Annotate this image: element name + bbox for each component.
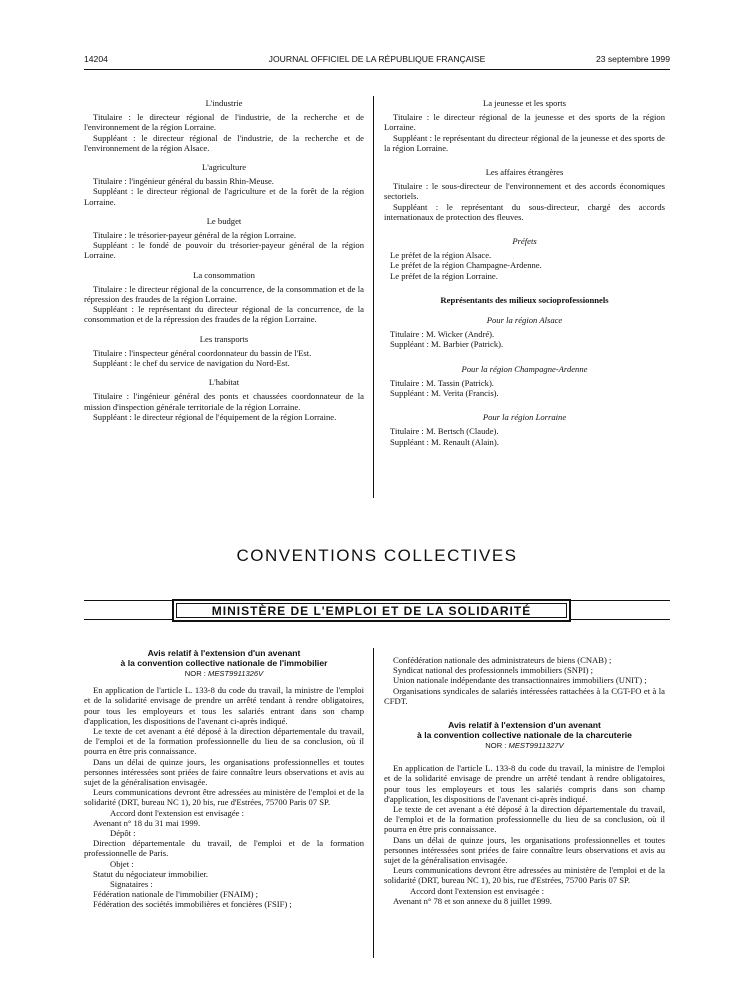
paragraph: Dans un délai de quinze jours, les organisations professionnelles et toutes personnes intéressées sont priées de faire connaître leurs observations et avis au sujet de la généralisation envisagée. xyxy=(84,756,364,788)
section-heading: Préfets xyxy=(512,236,537,247)
list-line: Suppléant : M. Renault (Alain). xyxy=(390,436,499,447)
paragraph: Titulaire : l'ingénieur général du bassin Rhin-Meuse. xyxy=(93,176,274,187)
paragraph: Suppléant : le représentant du directeur régional de la concurrence, de la consommation et de la répression des fraudes de la région Lorraine. xyxy=(84,304,364,325)
column-divider xyxy=(373,96,374,498)
paragraph: Leurs communications devront être adressées au ministère de l'emploi et de la solidarité (DRT, bureau NC 1), 20 bis, rue d'Estrées, 75700 Paris 07 SP. xyxy=(384,865,665,886)
list-line: Le préfet de la région Lorraine. xyxy=(390,270,498,281)
paragraph: Titulaire : le directeur régional de la jeunesse et des sports de la région Lorraine. xyxy=(384,112,665,133)
paragraph: Titulaire : l'ingénieur général des ponts et chaussées coordonnateur de la mission d'inspection générale territoriale de la région Lorraine. xyxy=(84,391,364,412)
paragraph: Le texte de cet avenant a été déposé à la direction départementale du travail, de l'emploi et de la formation professionnelle du lieu de sa conclusion, où il pourra en être pris connaissance. xyxy=(84,726,364,757)
paragraph: Suppléant : le chef du service de navigation du Nord-Est. xyxy=(93,358,290,369)
avis-title-line: à la convention collective nationale de l'immobilier xyxy=(120,658,328,668)
nor-reference xyxy=(84,669,364,679)
field-value: Statut du négociateur immobilier. xyxy=(93,868,209,879)
section-heading: La jeunesse et les sports xyxy=(482,98,567,108)
subsection-heading: Pour la région Alsace xyxy=(486,315,563,326)
paragraph: Suppléant : le directeur régional de l'équipement de la région Lorraine. xyxy=(93,411,337,422)
section-heading: Les transports xyxy=(199,333,249,344)
paragraph: Titulaire : l'inspecteur général coordonnateur du bassin de l'Est. xyxy=(93,347,312,358)
avis-title-line: à la convention collective nationale de la charcuterie xyxy=(417,730,632,741)
section-heading: L'agriculture xyxy=(201,162,247,173)
section-heading: Représentants des milieux socioprofessionnels xyxy=(440,294,609,305)
left-column-bottom xyxy=(84,648,364,910)
page-header xyxy=(84,54,670,68)
journal-title: JOURNAL OFFICIEL DE LA RÉPUBLIQUE FRANÇAISE xyxy=(268,54,486,64)
paragraph: Suppléant : le représentant du directeur régional de la jeunesse et des sports de la région Lorraine. xyxy=(384,132,665,153)
right-column-top xyxy=(384,98,665,447)
paragraph: Titulaire : le directeur régional de l'industrie, de la recherche et de l'environnement de la région Lorraine. xyxy=(84,112,364,133)
list-line: Suppléant : M. Verita (Francis). xyxy=(390,388,499,399)
field-heading: Signataires : xyxy=(110,879,153,890)
avis-title-line: Avis relatif à l'extension d'un avenant xyxy=(147,648,301,658)
signatory: Syndicat national des professionnels immobiliers (SNPI) ; xyxy=(393,665,594,676)
section-heading: L'habitat xyxy=(208,377,240,388)
paragraph: Titulaire : le directeur régional de la concurrence, de la consommation et de la répression des fraudes de la région Lorraine. xyxy=(84,283,364,305)
avis-title-line: Avis relatif à l'extension d'un avenant xyxy=(448,720,601,731)
section-heading: Le budget xyxy=(206,215,242,226)
subsection-heading: Pour la région Champagne-Ardenne xyxy=(461,363,588,374)
field-heading: Dépôt : xyxy=(110,828,136,839)
page-number: 14204 xyxy=(84,54,108,64)
paragraph: Le texte de cet avenant a été déposé à la direction départementale du travail, de l'emploi et de la formation professionnelle du lieu de sa conclusion, où il pourra en être pris connaissance. xyxy=(384,804,665,835)
list-line: Le préfet de la région Champagne-Ardenne. xyxy=(390,260,542,271)
ministry-title: MINISTÈRE DE L'EMPLOI ET DE LA SOLIDARITÉ xyxy=(176,603,567,618)
section-heading: L'industrie xyxy=(205,98,243,108)
ministry-box xyxy=(172,599,571,622)
section-heading: La consommation xyxy=(193,269,255,280)
paragraph: En application de l'article L. 133-8 du code du travail, la ministre de l'emploi et de la solidarité envisage de prendre un arrêté tendant à rendre obligatoires, pour tous les employeurs et tous les salariés compris dans son champ d'application, les dispositions de l'avenant ci-après indiqué. xyxy=(384,763,665,804)
nor-code: MEST9911327V xyxy=(508,741,564,751)
signatory: Fédération des sociétés immobilières et foncières (FSIF) ; xyxy=(93,899,292,910)
paragraph: En application de l'article L. 133-8 du code du travail, la ministre de l'emploi et de la solidarité envisage de prendre un arrêté tendant à rendre obligatoires, pour tous les employeurs et tous les salariés entrant dans son champ d'application, les dispositions de l'avenant ci-après indiqué. xyxy=(84,685,364,726)
nor-label: NOR : xyxy=(184,669,206,678)
paragraph: Suppléant : le fondé de pouvoir du trésorier-payeur général de la région Lorraine. xyxy=(84,240,364,261)
list-line: Titulaire : M. Tassin (Patrick). xyxy=(390,377,494,388)
field-heading: Objet : xyxy=(110,858,134,869)
right-column-bottom xyxy=(384,655,665,906)
signatory: Organisations syndicales de salariés intéressées rattachées à la CGT-FO et à la CFDT. xyxy=(384,685,665,706)
list-line: Titulaire : M. Wicker (André). xyxy=(390,329,495,340)
nor-reference xyxy=(384,741,665,751)
field-value: Avenant n° 78 et son annexe du 8 juillet 1999. xyxy=(393,895,552,906)
section-heading: Les affaires étrangères xyxy=(485,167,564,178)
paragraph: Leurs communications devront être adressées au ministère de l'emploi et de la solidarité (DRT, bureau NC 1), 20 bis, rue d'Estrées, 75700 Paris 07 SP. xyxy=(84,787,364,808)
ministry-rule-right xyxy=(571,600,670,620)
column-divider xyxy=(373,648,374,958)
field-value: Avenant n° 18 du 31 mai 1999. xyxy=(93,817,201,828)
paragraph: Suppléant : le directeur régional de l'industrie, de la recherche et de l'environnement de la région Alsace. xyxy=(84,132,364,153)
paragraph: Suppléant : le représentant du sous-directeur, chargé des accords internationaux de protection des fleuves. xyxy=(384,201,665,222)
paragraph: Titulaire : le sous-directeur de l'environnement et des accords économiques sectoriels. xyxy=(384,181,665,202)
signatory: Confédération nationale des administrateurs de biens (CNAB) ; xyxy=(393,655,612,665)
field-heading: Accord dont l'extension est envisagée : xyxy=(410,885,544,896)
conventions-title: CONVENTIONS COLLECTIVES xyxy=(236,546,518,565)
subsection-heading: Pour la région Lorraine xyxy=(482,412,567,423)
field-value: Direction départementale du travail, de l'emploi et de la formation professionnelle de Paris. xyxy=(84,838,364,859)
ministry-rule-left xyxy=(84,600,172,620)
nor-code: MEST9911326V xyxy=(208,669,264,678)
signatory: Fédération nationale de l'immobilier (FNAIM) ; xyxy=(93,889,259,900)
list-line: Le préfet de la région Alsace. xyxy=(390,250,492,261)
list-line: Titulaire : M. Bertsch (Claude). xyxy=(390,426,499,437)
paragraph: Titulaire : le trésorier-payeur général de la région Lorraine. xyxy=(93,230,297,241)
left-column-top xyxy=(84,98,364,422)
list-line: Suppléant : M. Barbier (Patrick). xyxy=(390,339,504,350)
signatory: Union nationale indépendante des transactionnaires immobiliers (UNIT) ; xyxy=(393,675,647,686)
paragraph: Suppléant : le directeur régional de l'agriculture et de la forêt de la région Lorraine. xyxy=(84,186,364,207)
publication-date: 23 septembre 1999 xyxy=(595,54,670,64)
nor-label: NOR : xyxy=(485,741,507,751)
field-heading: Accord dont l'extension est envisagée : xyxy=(110,807,244,818)
header-rule xyxy=(84,69,670,70)
paragraph: Dans un délai de quinze jours, les organisations professionnelles et toutes personnes intéressées sont priées de faire connaître leurs observations et avis au sujet de la généralisation envisagée. xyxy=(384,834,665,866)
